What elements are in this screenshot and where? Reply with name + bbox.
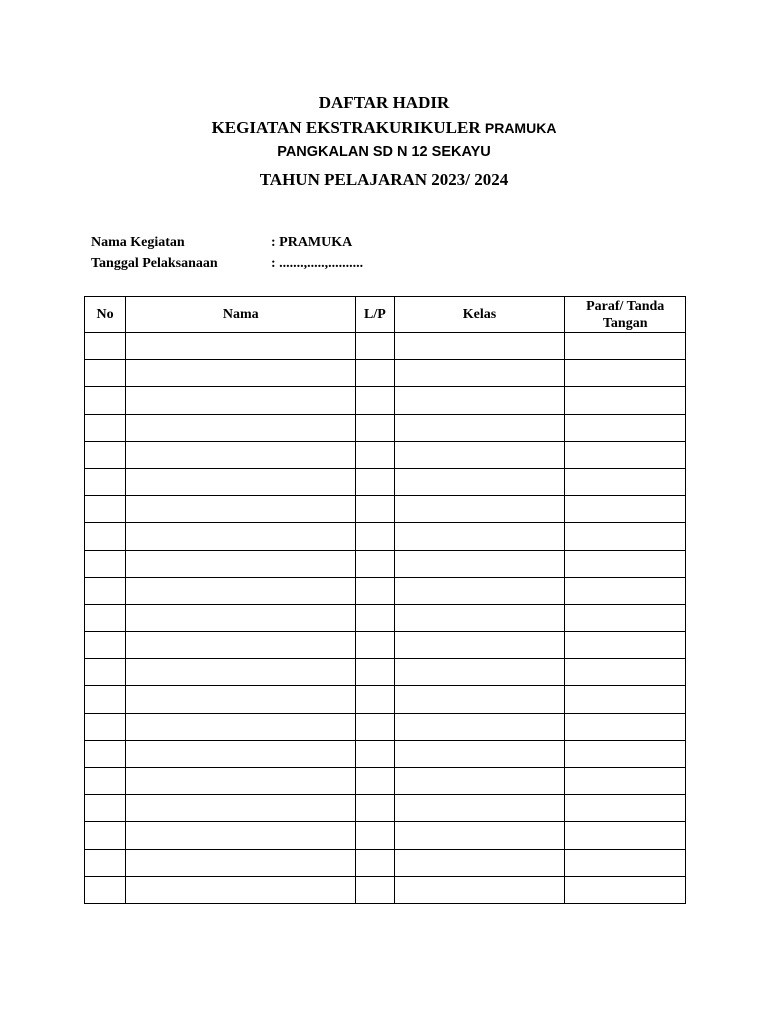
cell-no: [85, 604, 126, 631]
cell-nama: [126, 740, 356, 767]
cell-no: [85, 876, 126, 903]
cell-no: [85, 523, 126, 550]
cell-paraf: [565, 713, 686, 740]
table-row: [85, 632, 686, 659]
table-row: [85, 550, 686, 577]
cell-kelas: [394, 686, 565, 713]
cell-paraf: [565, 577, 686, 604]
date-value: : .......,.....,..........: [271, 256, 364, 271]
cell-nama: [126, 849, 356, 876]
table-row: [85, 496, 686, 523]
cell-no: [85, 713, 126, 740]
cell-lp: [356, 441, 394, 468]
cell-nama: [126, 768, 356, 795]
cell-no: [85, 333, 126, 360]
cell-paraf: [565, 849, 686, 876]
subtitle-main: KEGIATAN EKSTRAKURIKULER: [211, 118, 481, 137]
cell-paraf: [565, 740, 686, 767]
table-row: [85, 523, 686, 550]
cell-paraf: [565, 333, 686, 360]
cell-lp: [356, 822, 394, 849]
cell-kelas: [394, 523, 565, 550]
cell-kelas: [394, 795, 565, 822]
cell-kelas: [394, 822, 565, 849]
cell-nama: [126, 713, 356, 740]
cell-lp: [356, 360, 394, 387]
cell-lp: [356, 713, 394, 740]
cell-kelas: [394, 849, 565, 876]
cell-kelas: [394, 333, 565, 360]
cell-lp: [356, 632, 394, 659]
cell-nama: [126, 333, 356, 360]
table-row: [85, 360, 686, 387]
cell-kelas: [394, 496, 565, 523]
table-header-row: [85, 297, 686, 333]
cell-lp: [356, 686, 394, 713]
date-label: Tanggal Pelaksanaan: [91, 256, 218, 271]
cell-nama: [126, 360, 356, 387]
attendance-table: [84, 296, 686, 904]
cell-no: [85, 740, 126, 767]
cell-nama: [126, 632, 356, 659]
cell-kelas: [394, 632, 565, 659]
cell-lp: [356, 333, 394, 360]
table-row: [85, 822, 686, 849]
cell-paraf: [565, 523, 686, 550]
cell-nama: [126, 795, 356, 822]
cell-kelas: [394, 577, 565, 604]
cell-paraf: [565, 632, 686, 659]
cell-nama: [126, 387, 356, 414]
cell-kelas: [394, 604, 565, 631]
table-row: [85, 659, 686, 686]
table-row: [85, 577, 686, 604]
cell-lp: [356, 468, 394, 495]
column-header-nama: Nama: [126, 297, 356, 333]
cell-lp: [356, 795, 394, 822]
cell-no: [85, 632, 126, 659]
activity-label: Nama Kegiatan: [91, 235, 185, 250]
cell-lp: [356, 659, 394, 686]
cell-no: [85, 441, 126, 468]
cell-lp: [356, 523, 394, 550]
cell-paraf: [565, 496, 686, 523]
cell-lp: [356, 577, 394, 604]
cell-lp: [356, 740, 394, 767]
table-row: [85, 849, 686, 876]
activity-info: [91, 235, 352, 251]
cell-paraf: [565, 659, 686, 686]
table-row: [85, 441, 686, 468]
table-row: [85, 686, 686, 713]
cell-nama: [126, 686, 356, 713]
activity-value: : PRAMUKA: [271, 235, 353, 250]
paraf-line-2: Tangan: [602, 315, 648, 331]
cell-kelas: [394, 550, 565, 577]
cell-kelas: [394, 659, 565, 686]
paraf-line-1: Paraf/ Tanda: [586, 298, 665, 314]
table-row: [85, 876, 686, 903]
cell-kelas: [394, 713, 565, 740]
cell-kelas: [394, 740, 565, 767]
cell-nama: [126, 468, 356, 495]
cell-nama: [126, 659, 356, 686]
cell-lp: [356, 849, 394, 876]
cell-nama: [126, 523, 356, 550]
cell-no: [85, 550, 126, 577]
cell-nama: [126, 604, 356, 631]
column-header-no: No: [85, 297, 126, 333]
cell-kelas: [394, 441, 565, 468]
academic-year: TAHUN PELAJARAN 2023/ 2024: [259, 170, 509, 189]
cell-nama: [126, 822, 356, 849]
document-subtitle: [0, 118, 768, 138]
cell-paraf: [565, 550, 686, 577]
cell-paraf: [565, 414, 686, 441]
table-row: [85, 740, 686, 767]
cell-paraf: [565, 876, 686, 903]
table-row: [85, 604, 686, 631]
cell-paraf: [565, 604, 686, 631]
cell-kelas: [394, 876, 565, 903]
cell-paraf: [565, 795, 686, 822]
cell-nama: [126, 550, 356, 577]
cell-paraf: [565, 360, 686, 387]
school-name: PANGKALAN SD N 12 SEKAYU: [277, 144, 491, 160]
cell-paraf: [565, 768, 686, 795]
cell-kelas: [394, 387, 565, 414]
cell-kelas: [394, 468, 565, 495]
column-header-lp: L/P: [356, 297, 394, 333]
cell-paraf: [565, 441, 686, 468]
cell-lp: [356, 550, 394, 577]
cell-no: [85, 496, 126, 523]
table-row: [85, 768, 686, 795]
table-row: [85, 713, 686, 740]
cell-no: [85, 768, 126, 795]
cell-lp: [356, 496, 394, 523]
cell-no: [85, 414, 126, 441]
table-row: [85, 333, 686, 360]
cell-lp: [356, 604, 394, 631]
cell-nama: [126, 441, 356, 468]
table-row: [85, 387, 686, 414]
cell-lp: [356, 876, 394, 903]
cell-no: [85, 387, 126, 414]
table-row: [85, 468, 686, 495]
cell-kelas: [394, 360, 565, 387]
column-header-paraf: [565, 297, 686, 333]
cell-no: [85, 468, 126, 495]
cell-lp: [356, 414, 394, 441]
cell-no: [85, 686, 126, 713]
cell-no: [85, 849, 126, 876]
subtitle-activity: PRAMUKA: [484, 120, 557, 136]
table-body: [85, 333, 686, 904]
cell-lp: [356, 768, 394, 795]
cell-paraf: [565, 468, 686, 495]
cell-kelas: [394, 414, 565, 441]
document-title: DAFTAR HADIR: [318, 93, 450, 112]
cell-no: [85, 577, 126, 604]
cell-no: [85, 360, 126, 387]
cell-nama: [126, 577, 356, 604]
cell-nama: [126, 496, 356, 523]
column-header-kelas: Kelas: [394, 297, 565, 333]
cell-kelas: [394, 768, 565, 795]
table-row: [85, 414, 686, 441]
cell-nama: [126, 876, 356, 903]
cell-paraf: [565, 387, 686, 414]
cell-no: [85, 795, 126, 822]
cell-paraf: [565, 822, 686, 849]
cell-lp: [356, 387, 394, 414]
table-row: [85, 795, 686, 822]
date-info: [91, 256, 363, 272]
cell-no: [85, 659, 126, 686]
cell-paraf: [565, 686, 686, 713]
cell-no: [85, 822, 126, 849]
cell-nama: [126, 414, 356, 441]
